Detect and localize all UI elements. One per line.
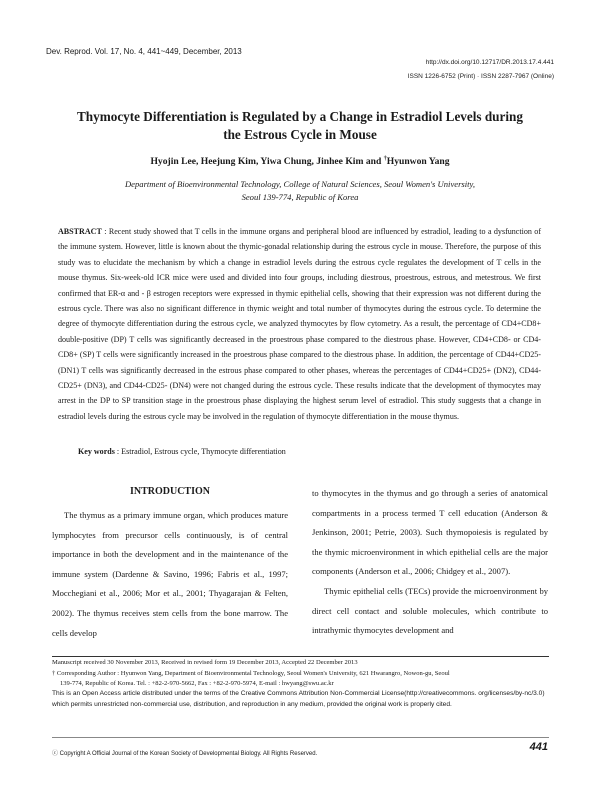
corresponding-mark: † xyxy=(383,156,387,162)
authors-last: Hyunwon Yang xyxy=(386,156,450,168)
issn: ISSN 1226-6752 (Print) · ISSN 2287-7967 (Online) xyxy=(407,73,554,80)
intro-paragraph-2: Thymic epithelial cells (TECs) provide the microenvironment by direct cell contact and soluble molecules, which contribute to intrathymic thymocytes development and xyxy=(312,585,548,636)
paper-title xyxy=(40,108,560,144)
keywords xyxy=(78,447,538,456)
copyright: ⓒ Copyright A Official Journal of the Korean Society of Developmental Biology. All Rights Reserved. xyxy=(52,751,318,757)
affiliation xyxy=(60,178,540,204)
journal-citation: Dev. Reprod. Vol. 17, No. 4, 441~449, December, 2013 xyxy=(46,47,242,56)
affiliation-line-2: Seoul 139-774, Republic of Korea xyxy=(241,192,359,202)
abstract-label: ABSTRACT xyxy=(58,227,102,236)
affiliation-line-1: Department of Bioenvironmental Technology, College of Natural Sciences, Seoul Women's University, xyxy=(124,179,476,189)
introduction-right-column xyxy=(312,484,548,641)
keywords-text: : Estradiol, Estrous cycle, Thymocyte differentiation xyxy=(114,447,286,456)
intro-paragraph-continued: to thymocytes in the thymus and go through a series of anatomical compartments in a process termed T cell education (Anderson & Jenkinson, 2001; Petrie, 2003). Such thymopoiesis is regulated by the thymic microenvironment in which epithelial cells are the major components (Anderson et al., 2006; Chidgey et al., 2007). xyxy=(312,488,548,577)
footnotes xyxy=(52,658,549,690)
license-notice: This is an Open Access article distributed under the terms of the Creative Commons Attribution Non-Commercial License(http://creativecommons. org/licenses/by-nc/3.0) which permits unrestricted non-commercial use, distribution, and reproduction in any medium, provided the original work is properly cited. xyxy=(52,690,545,708)
introduction-heading: INTRODUCTION xyxy=(129,486,210,497)
doi-link[interactable]: http://dx.doi.org/10.12717/DR.2013.17.4.441 xyxy=(425,59,554,66)
footnote-divider xyxy=(52,656,549,657)
author-list xyxy=(40,156,560,167)
keywords-label: Key words xyxy=(78,447,115,456)
footer-divider xyxy=(52,737,549,738)
introduction-left-column xyxy=(52,506,288,643)
abstract xyxy=(58,224,541,424)
title-line-2: the Estrous Cycle in Mouse xyxy=(223,127,377,142)
title-line-1: Thymocyte Differentiation is Regulated by a Change in Estradiol Levels during xyxy=(77,109,523,124)
footnote-corresponding: † Corresponding Author : Hyunwon Yang, Department of Bioenvironmental Technology, Seoul Women's University, 621 Hwarangro, Nowon-gu, Seoul xyxy=(52,669,450,677)
abstract-text: : Recent study showed that T cells in the immune organs and peripheral blood are influenced by estradiol, leading to a dysfunction of the immune system. However, little is known about the thymic-gonadal relationship during the estrous cycle in mouse. Therefore, the purpose of this study was to elucidate the mechanism by which a change in estradiol levels during the estrous cycle regulates the development of T cells in the mouse thymus. Six-week-old ICR mice were used and divided into four groups, including diestrous, proestrous, estrous, and metestrous. We first confirmed that ER-α and - β estrogen receptors were expressed in thymic epithelial cells, showing that their expression was not different during the estrous cycle. There was also no significant difference in thymic weight and total number of thymocytes during the estrous cycle. To determine the degree of thymocyte differentiation during the estrous cycle, we analyzed thymocytes by flow cytometry. As a result, the percentage of CD4+CD8+ double-positive (DP) T cells was significantly decreased in the proestrous phase compared to the diestrous phase. However, CD4+CD8- or CD4-CD8+ (SP) T cells were significantly increased in the proestrous phase compared to the diestrous phase. In addition, the percentage of CD44+CD25- (DN1) T cells was significantly decreased in the estrous phase compared to other phases, whereas the percentages of CD44+CD25+ (DN2), CD44-CD25+ (DN3), and CD44-CD25- (DN4) were not changed during the estrous cycle. These results indicate that the development of thymocytes may arrest in the DP to SP transition stage in the proestrous phase displaying the highest serum level of estradiol. This study suggests that a change in estradiol levels during the estrous cycle may be involved in the regulation of thymocyte differentiation in the mouse thymus. xyxy=(58,227,541,421)
footnote-contact: 139-774, Republic of Korea. Tel. : +82-2-970-5662, Fax : +82-2-970-5974, E-mail : hwyang@swu.ac.kr xyxy=(60,680,334,688)
intro-paragraph: The thymus as a primary immune organ, which produces mature lymphocytes from precursor cells continuously, is of central importance in both the development and in the maintenance of the immune system (Dardenne & Savino, 1996; Fabris et al., 1997; Mocchegiani et al., 2006; Mor et al., 2001; Thyagarajan & Felten, 2002). The thymus receives stem cells from the bone marrow. The cells develop xyxy=(52,510,288,638)
page-number: 441 xyxy=(529,741,548,753)
authors-main: Hyojin Lee, Heejung Kim, Yiwa Chung, Jinhee Kim and xyxy=(150,156,384,168)
footnote-received: Manuscript received 30 November 2013, Received in revised form 19 December 2013, Accepted 22 December 2013 xyxy=(52,659,358,666)
